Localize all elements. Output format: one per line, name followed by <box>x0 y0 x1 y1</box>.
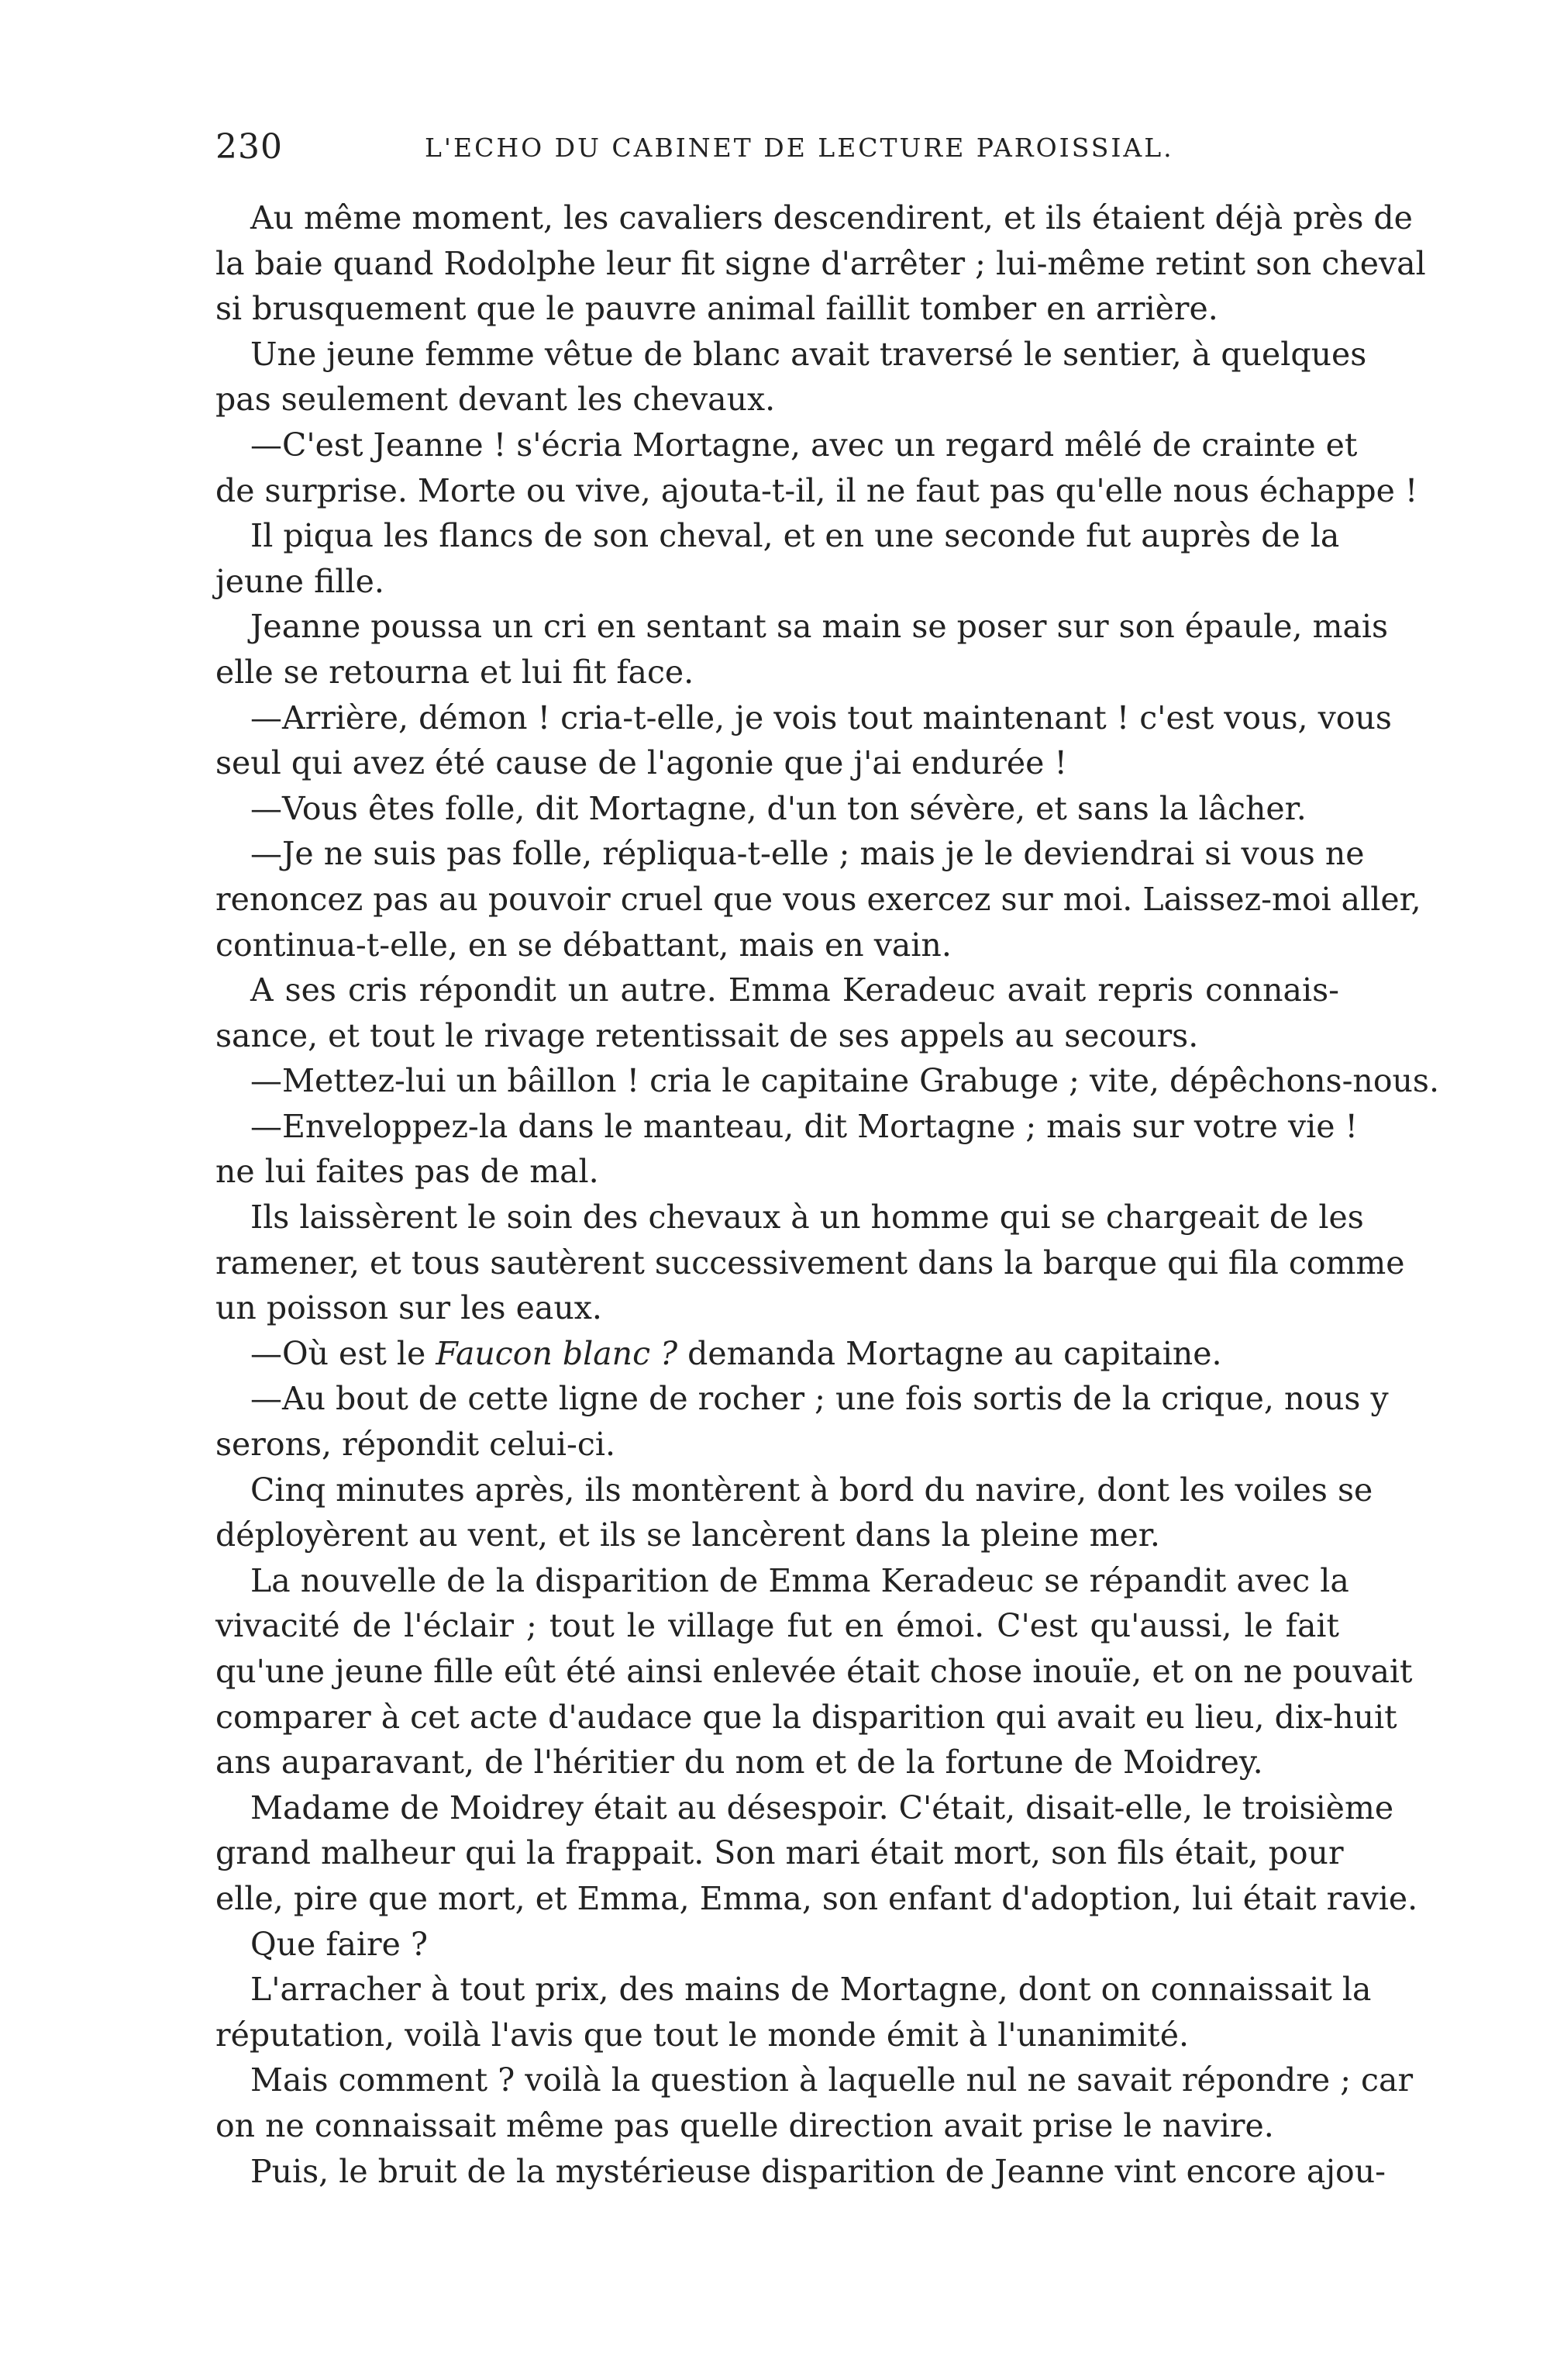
text-line: ne lui faites pas de mal. <box>215 1153 599 1191</box>
text-line: L'arracher à tout prix, des mains de Mortagne, dont on connaissait la <box>250 1971 1372 2009</box>
text-line: —Arrière, démon ! cria-t-elle, je vois tout maintenant ! c'est vous, vous <box>250 698 1392 736</box>
paragraph <box>215 1922 1339 1968</box>
text-line: ramener, et tous sautèrent successivement dans la barque qui fila comme <box>215 1243 1405 1281</box>
text-line: seul qui avez été cause de l'agonie que j'ai endurée ! <box>215 744 1067 782</box>
text-line: La nouvelle de la disparition de Emma Keradeuc se répandit avec la <box>250 1561 1349 1599</box>
text-line: Madame de Moidrey était au désespoir. C'était, disait-elle, le troisième <box>250 1788 1394 1826</box>
paragraph <box>215 423 1418 513</box>
paragraph <box>215 1376 1389 1467</box>
paragraph <box>215 695 1392 786</box>
paragraph <box>215 2149 1386 2195</box>
text-line: —Enveloppez-la dans le manteau, dit Mortagne ; mais sur votre vie ! <box>250 1107 1359 1145</box>
text-line: on ne connaissait même pas quelle direction avait prise le navire. <box>215 2106 1274 2144</box>
paragraph <box>215 513 1339 604</box>
text-line: qu'une jeune fille eût été ainsi enlevée était chose inouïe, et on ne pouvait <box>215 1653 1413 1690</box>
text-line: vivacité de l'éclair ; tout le village fut en émoi. C'est qu'aussi, le fait <box>215 1607 1339 1645</box>
text-line: —Au bout de cette ligne de rocher ; une fois sortis de la crique, nous y <box>250 1380 1389 1418</box>
paragraph <box>215 1967 1372 2057</box>
paragraph <box>215 1195 1405 1331</box>
running-head: L'ECHO DU CABINET DE LECTURE PAROISSIAL. <box>425 133 1174 163</box>
paragraph <box>215 831 1421 968</box>
paragraph <box>215 1468 1373 1558</box>
body-text <box>215 195 1439 2194</box>
paragraph <box>215 1558 1413 1785</box>
paragraph <box>215 1785 1418 1922</box>
text-line: de surprise. Morte ou vive, ajouta-t-il, il ne faut pas qu'elle nous échappe ! <box>215 471 1418 509</box>
text-segment: demanda Mortagne au capitaine. <box>677 1334 1222 1372</box>
text-line: déployèrent au vent, et ils se lancèrent dans la pleine mer. <box>215 1516 1160 1554</box>
text-line: Puis, le bruit de la mystérieuse disparition de Jeanne vint encore ajou- <box>250 2152 1386 2190</box>
text-line: Cinq minutes après, ils montèrent à bord du navire, dont les voiles se <box>250 1471 1373 1509</box>
text-line: A ses cris répondit un autre. Emma Keradeuc avait repris connais- <box>250 971 1339 1009</box>
text-line: elle se retourna et lui fit face. <box>215 653 694 691</box>
text-line: ans auparavant, de l'héritier du nom et de la fortune de Moidrey. <box>215 1744 1263 1782</box>
text-line: elle, pire que mort, et Emma, Emma, son enfant d'adoption, lui était ravie. <box>215 1879 1418 1917</box>
page-header <box>215 124 1339 171</box>
paragraph <box>215 1058 1439 1104</box>
paragraph <box>215 2057 1414 2148</box>
text-line: —Vous êtes folle, dit Mortagne, d'un ton sévère, et sans la lâcher. <box>250 789 1307 827</box>
paragraph <box>215 195 1426 332</box>
text-line: Ils laissèrent le soin des chevaux à un homme qui se chargeait de les <box>250 1199 1364 1237</box>
text-line: Que faire ? <box>250 1925 428 1963</box>
text-line: renoncez pas au pouvoir cruel que vous exercez sur moi. Laissez-moi aller, <box>215 880 1421 918</box>
text-line: —Mettez-lui un bâillon ! cria le capitaine Grabuge ; vite, dépêchons-nous. <box>250 1062 1439 1100</box>
paragraph <box>215 968 1339 1058</box>
text-segment: —Où est le <box>250 1334 436 1372</box>
text-line: Au même moment, les cavaliers descendirent, et ils étaient déjà près de <box>250 199 1413 236</box>
page-number: 230 <box>215 127 283 167</box>
paragraph <box>215 1331 1339 1377</box>
text-line: serons, répondit celui-ci. <box>215 1426 615 1464</box>
ship-name: Faucon blanc ? <box>436 1334 678 1372</box>
paragraph <box>215 604 1389 695</box>
text-line: comparer à cet acte d'audace que la disparition qui avait eu lieu, dix-huit <box>215 1698 1397 1736</box>
paragraph <box>215 1104 1359 1195</box>
text-line: Jeanne poussa un cri en sentant sa main se poser sur son épaule, mais <box>250 608 1389 646</box>
text-line: si brusquement que le pauvre animal faillit tomber en arrière. <box>215 290 1218 328</box>
text-line: sance, et tout le rivage retentissait de ses appels au secours. <box>215 1016 1199 1054</box>
text-line: pas seulement devant les chevaux. <box>215 381 776 419</box>
text-line: réputation, voilà l'avis que tout le monde émit à l'unanimité. <box>215 2016 1190 2054</box>
paragraph <box>215 786 1339 832</box>
text-line: Une jeune femme vêtue de blanc avait traversé le sentier, à quelques <box>250 335 1367 373</box>
text-line: la baie quand Rodolphe leur fit signe d'arrêter ; lui-même retint son cheval <box>215 244 1426 282</box>
text-line: —Je ne suis pas folle, répliqua-t-elle ; mais je le deviendrai si vous ne <box>250 835 1365 873</box>
text-line: Il piqua les flancs de son cheval, et en une seconde fut auprès de la <box>250 517 1340 555</box>
text-line: un poisson sur les eaux. <box>215 1289 602 1327</box>
text-line: jeune fille. <box>215 562 384 600</box>
text-line: —C'est Jeanne ! s'écria Mortagne, avec un regard mêlé de crainte et <box>250 426 1358 464</box>
paragraph <box>215 332 1367 423</box>
text-line: Mais comment ? voilà la question à laquelle nul ne savait répondre ; car <box>250 2061 1414 2099</box>
text-line <box>215 1331 1339 1377</box>
text-line: grand malheur qui la frappait. Son mari était mort, son fils était, pour <box>215 1834 1344 1872</box>
text-line: continua-t-elle, en se débattant, mais en vain. <box>215 926 952 964</box>
